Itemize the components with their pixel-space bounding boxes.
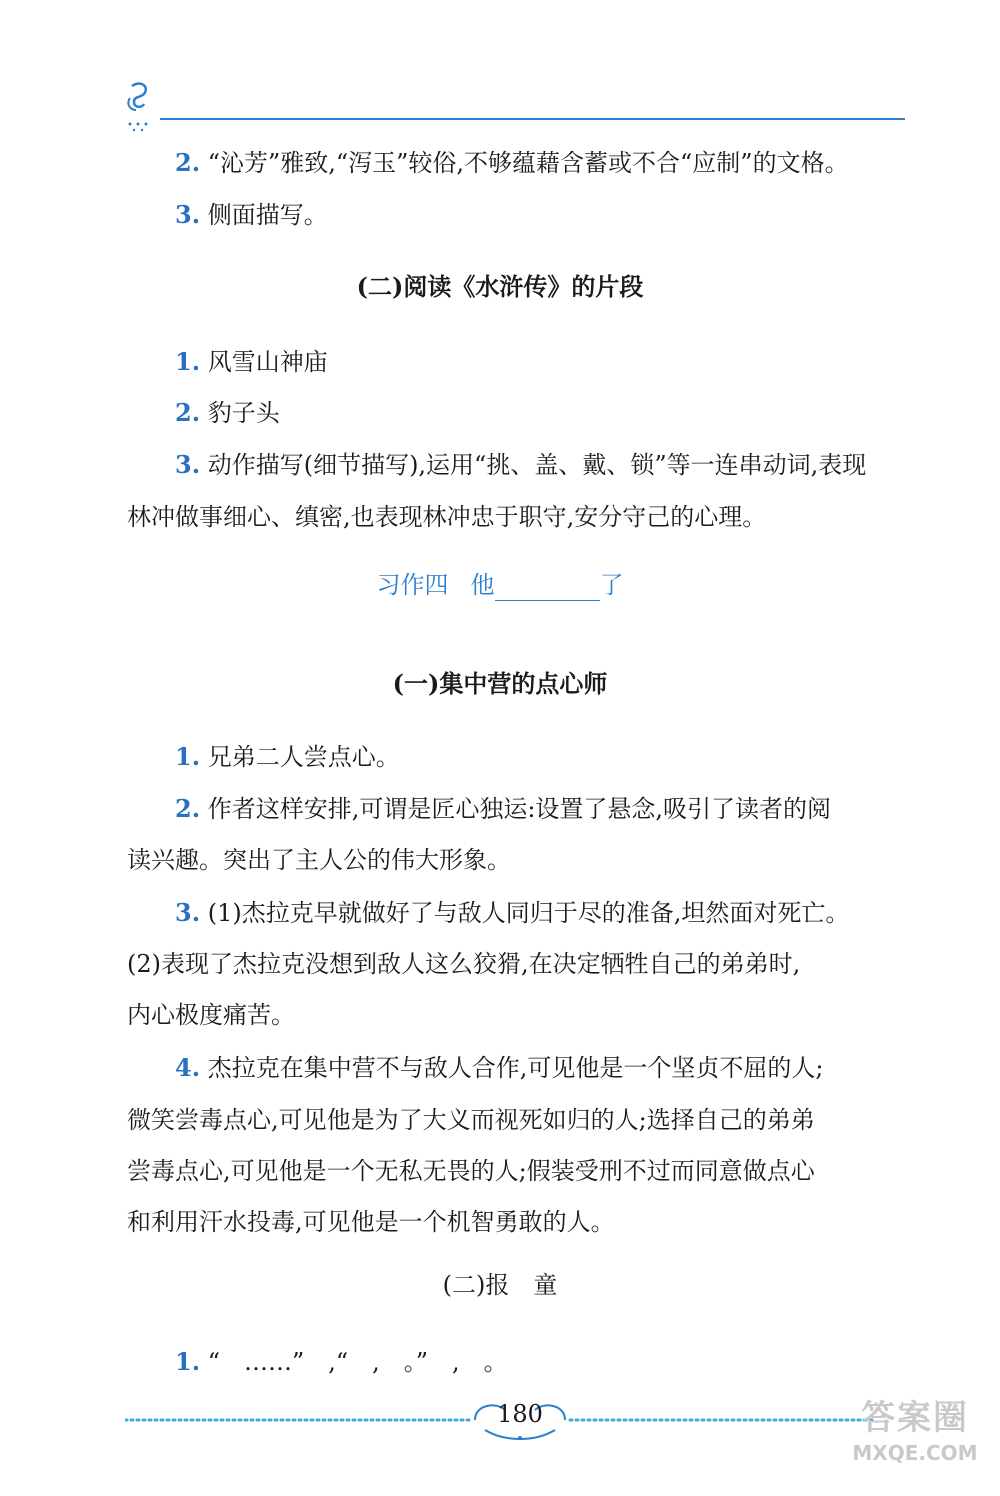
- fill-in-blank: [495, 576, 600, 601]
- answer-line: [175, 199, 328, 231]
- item-number: 3.: [175, 200, 201, 229]
- answer-line: [175, 346, 328, 378]
- page-footer: [125, 1398, 875, 1438]
- item-number: 2.: [175, 794, 201, 823]
- watermark-url: MXQE.COM: [852, 1441, 978, 1465]
- corner-ornament-icon: [120, 80, 160, 135]
- page-number: 180: [497, 1400, 543, 1428]
- answer-text: 杰拉克在集中营不与敌人合作,可见他是一个坚贞不屈的人;: [207, 1054, 824, 1082]
- answer-continuation: 林冲做事细心、缜密,也表现林冲忠于职守,安分守己的心理。: [127, 503, 767, 531]
- chapter-label: 习作四: [376, 571, 449, 599]
- answer-text: 风雪山神庙: [207, 348, 328, 376]
- answer-line: [175, 1346, 508, 1378]
- answer-text: “ ……” ,“ , 。” , 。: [207, 1348, 508, 1376]
- watermark-title: 答案圈: [861, 1398, 969, 1438]
- chapter-title: [0, 569, 1000, 601]
- chapter-suffix: 了: [599, 571, 624, 599]
- item-number: 2.: [175, 148, 201, 177]
- answer-line: [175, 741, 400, 773]
- answer-text: (1)杰拉克早就做好了与敌人同归于尽的准备,坦然面对死亡。: [207, 899, 850, 927]
- item-number: 3.: [175, 450, 201, 479]
- answer-line: [175, 1052, 823, 1084]
- item-number: 4.: [175, 1053, 201, 1082]
- answer-line: [175, 793, 831, 825]
- answer-line: [175, 449, 866, 481]
- item-number: 2.: [175, 398, 201, 427]
- watermark-logo: [840, 1398, 990, 1488]
- answer-text: 作者这样安排,可谓是匠心独运:设置了悬念,吸引了读者的阅: [207, 795, 832, 823]
- section-heading: (二)报 童: [442, 1271, 558, 1299]
- section-heading: (二)阅读《水浒传》的片段: [356, 272, 644, 301]
- answer-line: [175, 397, 280, 429]
- answer-line: [175, 897, 849, 929]
- answer-continuation: 内心极度痛苦。: [127, 1001, 295, 1029]
- answer-continuation: 尝毒点心,可见他是一个无私无畏的人;假装受刑不过而同意做点心: [127, 1157, 815, 1185]
- item-number: 1.: [175, 347, 201, 376]
- chapter-subject: 他: [470, 571, 495, 599]
- answer-continuation: 和利用汗水投毒,可见他是一个机智勇敢的人。: [127, 1208, 615, 1236]
- answer-continuation: (2)表现了杰拉克没想到敌人这么狡猾,在决定牺牲自己的弟弟时,: [127, 950, 801, 978]
- header-rule: [160, 118, 905, 120]
- answer-text: “沁芳”雅致,“泻玉”较俗,不够蕴藉含蓄或不合“应制”的文格。: [207, 149, 849, 177]
- answer-line: [175, 147, 849, 179]
- answer-text: 豹子头: [207, 399, 280, 427]
- answer-text: 动作描写(细节描写),运用“挑、盖、戴、锁”等一连串动词,表现: [207, 451, 867, 479]
- answer-continuation: 微笑尝毒点心,可见他是为了大义而视死如归的人;选择自己的弟弟: [127, 1106, 815, 1134]
- section-heading: (一)集中营的点心师: [392, 669, 608, 698]
- item-number: 1.: [175, 742, 201, 771]
- answer-continuation: 读兴趣。突出了主人公的伟大形象。: [127, 846, 511, 874]
- item-number: 1.: [175, 1347, 201, 1376]
- answer-text: 侧面描写。: [207, 201, 328, 229]
- answer-text: 兄弟二人尝点心。: [207, 743, 400, 771]
- item-number: 3.: [175, 898, 201, 927]
